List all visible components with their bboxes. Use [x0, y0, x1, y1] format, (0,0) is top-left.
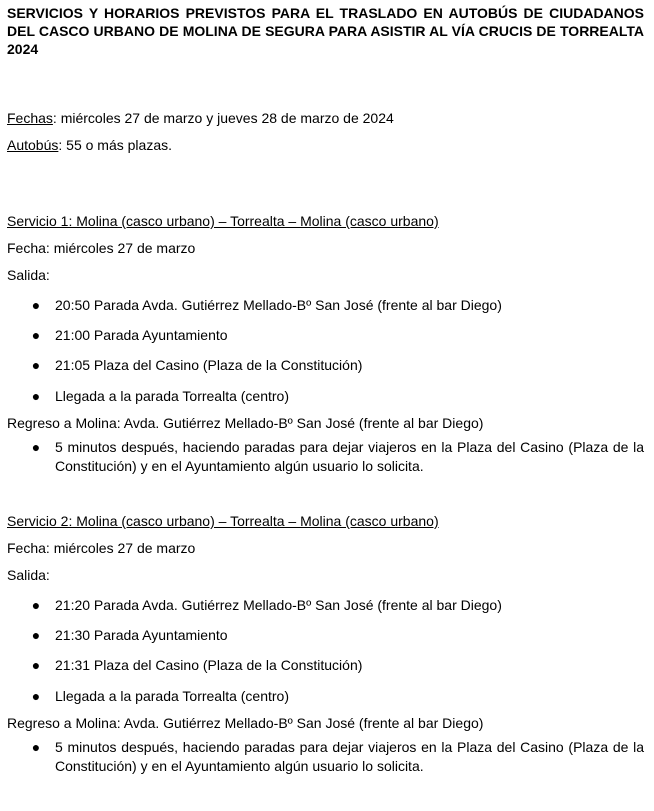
stops-list — [7, 296, 644, 405]
list-item — [7, 326, 644, 344]
stop-text: Llegada a la parada Torrealta (centro) — [55, 388, 290, 404]
service-section — [7, 512, 644, 776]
departure-label: Salida: — [7, 567, 50, 583]
dates-value: : miércoles 27 de marzo y jueves 28 de marzo de 2024 — [52, 110, 394, 126]
bus-label: Autobús — [7, 137, 59, 153]
service-date: Fecha: miércoles 27 de marzo — [7, 240, 196, 256]
service-date: Fecha: miércoles 27 de marzo — [7, 540, 196, 556]
bullet-icon: ● — [31, 439, 41, 455]
list-item — [7, 356, 644, 374]
list-item — [7, 438, 644, 476]
stop-text: 21:00 Parada Ayuntamiento — [55, 327, 228, 343]
list-item — [7, 296, 644, 314]
bus-line — [7, 136, 644, 154]
bus-value: : 55 o más plazas. — [58, 137, 172, 153]
document-page — [7, 4, 644, 776]
stop-text: 21:20 Parada Avda. Gutiérrez Mellado-Bº San José (frente al bar Diego) — [55, 597, 502, 613]
stop-text: 20:50 Parada Avda. Gutiérrez Mellado-Bº San José (frente al bar Diego) — [55, 297, 502, 313]
return-label: Regreso a Molina: Avda. Gutiérrez Mellado-Bº San José (frente al bar Diego) — [7, 415, 484, 431]
list-item — [7, 687, 644, 705]
stop-text: 21:31 Plaza del Casino (Plaza de la Constitución) — [55, 657, 363, 673]
list-item — [7, 738, 644, 776]
dates-line — [7, 109, 644, 127]
dates-label: Fechas — [7, 110, 53, 126]
bullet-icon: ● — [31, 739, 41, 755]
list-item — [7, 656, 644, 674]
document-title: SERVICIOS Y HORARIOS PREVISTOS PARA EL TRASLADO EN AUTOBÚS DE CIUDADANOS DEL CASCO URBANO DE MOLINA DE SEGURA PARA ASISTIR AL VÍA CRUCIS DE TORREALTA 2024 — [7, 5, 644, 57]
return-label: Regreso a Molina: Avda. Gutiérrez Mellado-Bº San José (frente al bar Diego) — [7, 715, 484, 731]
bullet-icon: ● — [31, 297, 41, 313]
return-list — [7, 438, 644, 476]
list-item — [7, 626, 644, 644]
return-note: 5 minutos después, haciendo paradas para dejar viajeros en la Plaza del Casino (Plaza de la Constitución) y en el Ayuntamiento algún usuario lo solicita. — [55, 439, 644, 474]
stops-list — [7, 596, 644, 705]
service-heading: Servicio 1: Molina (casco urbano) – Torrealta – Molina (casco urbano) — [7, 213, 439, 229]
service-section — [7, 212, 644, 476]
stop-text: Llegada a la parada Torrealta (centro) — [55, 688, 290, 704]
return-note: 5 minutos después, haciendo paradas para dejar viajeros en la Plaza del Casino (Plaza de la Constitución) y en el Ayuntamiento algún usuario lo solicita. — [55, 739, 644, 774]
bullet-icon: ● — [31, 657, 41, 673]
bullet-icon: ● — [31, 627, 41, 643]
departure-label: Salida: — [7, 267, 50, 283]
list-item — [7, 596, 644, 614]
return-list — [7, 738, 644, 776]
bullet-icon: ● — [31, 688, 41, 704]
bullet-icon: ● — [31, 597, 41, 613]
bullet-icon: ● — [31, 388, 41, 404]
stop-text: 21:30 Parada Ayuntamiento — [55, 627, 228, 643]
stop-text: 21:05 Plaza del Casino (Plaza de la Constitución) — [55, 357, 363, 373]
service-heading: Servicio 2: Molina (casco urbano) – Torrealta – Molina (casco urbano) — [7, 513, 439, 529]
list-item — [7, 387, 644, 405]
bullet-icon: ● — [31, 327, 41, 343]
bullet-icon: ● — [31, 357, 41, 373]
